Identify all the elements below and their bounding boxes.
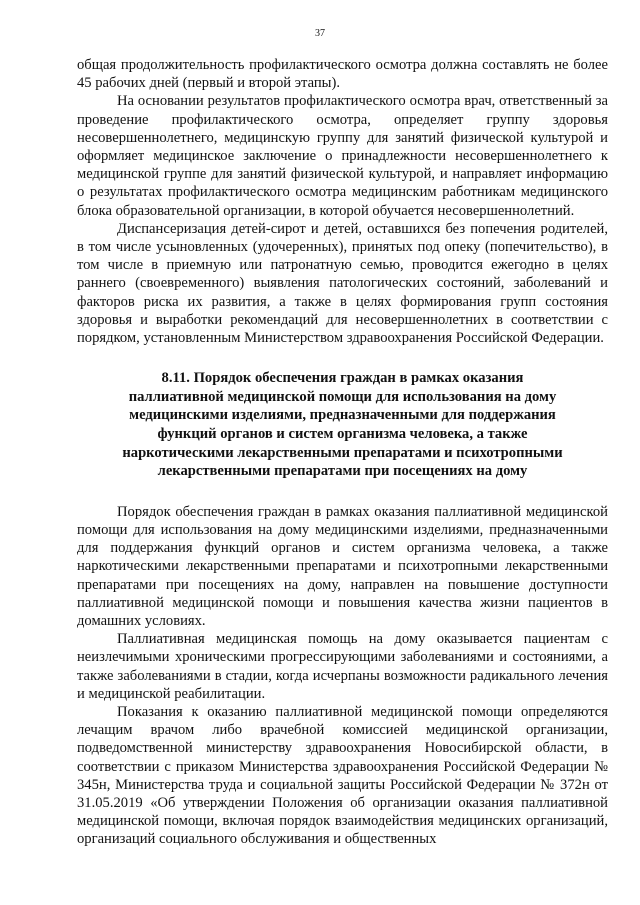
paragraph: общая продолжительность профилактического осмотра должна составлять не более 45 рабочих дней (первый и второй этапы).	[77, 57, 608, 92]
section-heading-line: функций органов и систем организма человека, а также	[157, 426, 528, 443]
section-heading-line: медицинскими изделиями, предназначенными для поддержания	[129, 407, 556, 424]
document-body	[77, 56, 608, 849]
paragraph: На основании результатов профилактического осмотра врач, ответственный за проведение профилактического осмотра, определяет группу здоровья несовершеннолетнего, медицинскую группу для занятий физической культурой и оформляет медицинское заключение о принадлежности несовершеннолетнего к медицинской группе для занятий физической культурой, и направляет информацию о результатах профилактического осмотра медицинским работникам медицинского блока образовательной организации, в которой обучается несовершеннолетний.	[77, 93, 608, 219]
section-heading-line: наркотическими лекарственными препаратами и психотропными	[122, 444, 563, 461]
paragraph: Порядок обеспечения граждан в рамках оказания паллиативной медицинской помощи для использования на дому медицинскими изделиями, предназначенными для поддержания функций органов и систем организма человека, а также наркотическими лекарственными препаратами и психотропными лекарственными препаратами при посещениях на дому, направлен на повышение доступности паллиативной медицинской помощи и повышения качества жизни пациентов в домашних условиях.	[77, 503, 608, 630]
section-heading-line: паллиативной медицинской помощи для использования на дому	[128, 388, 557, 405]
section-heading-line: лекарственными препаратами при посещениях на дому	[157, 463, 528, 480]
page-number: 37	[315, 28, 325, 39]
paragraph: Показания к оказанию паллиативной медицинской помощи определяются лечащим врачом либо врачебной комиссией медицинской организации, подведомственной министерству здравоохранения Новосибирской области, в соответствии с приказом Министерства здравоохранения Российской Федерации № 345н, Министерства труда и социальной защиты Российской Федерации № 372н от 31.05.2019 «Об утверждении Положения об организации оказания паллиативной медицинской помощи, включая порядок взаимодействия медицинских организаций, организаций социального обслуживания и общественных	[77, 704, 608, 848]
paragraph: Диспансеризация детей-сирот и детей, оставшихся без попечения родителей, в том числе усыновленных (удочеренных), принятых под опеку (попечительство), в том числе в приемную или патронатную семью, проводится ежегодно в целях раннего (своевременного) выявления патологических состояний, заболеваний и факторов риска их развития, а также в целях формирования групп состояния здоровья и выработки рекомендаций для несовершеннолетних в соответствии с порядком, установленным Министерством здравоохранения Российской Федерации.	[77, 220, 608, 347]
paragraph: Паллиативная медицинская помощь на дому оказывается пациентам с неизлечимыми хроническими прогрессирующими заболеваниями и состояниями, а также заболеваниями в стадии, когда исчерпаны возможности радикального лечения и медицинской реабилитации.	[77, 631, 608, 702]
section-heading-line: 8.11. Порядок обеспечения граждан в рамках оказания	[161, 370, 524, 387]
section-heading	[77, 369, 608, 481]
